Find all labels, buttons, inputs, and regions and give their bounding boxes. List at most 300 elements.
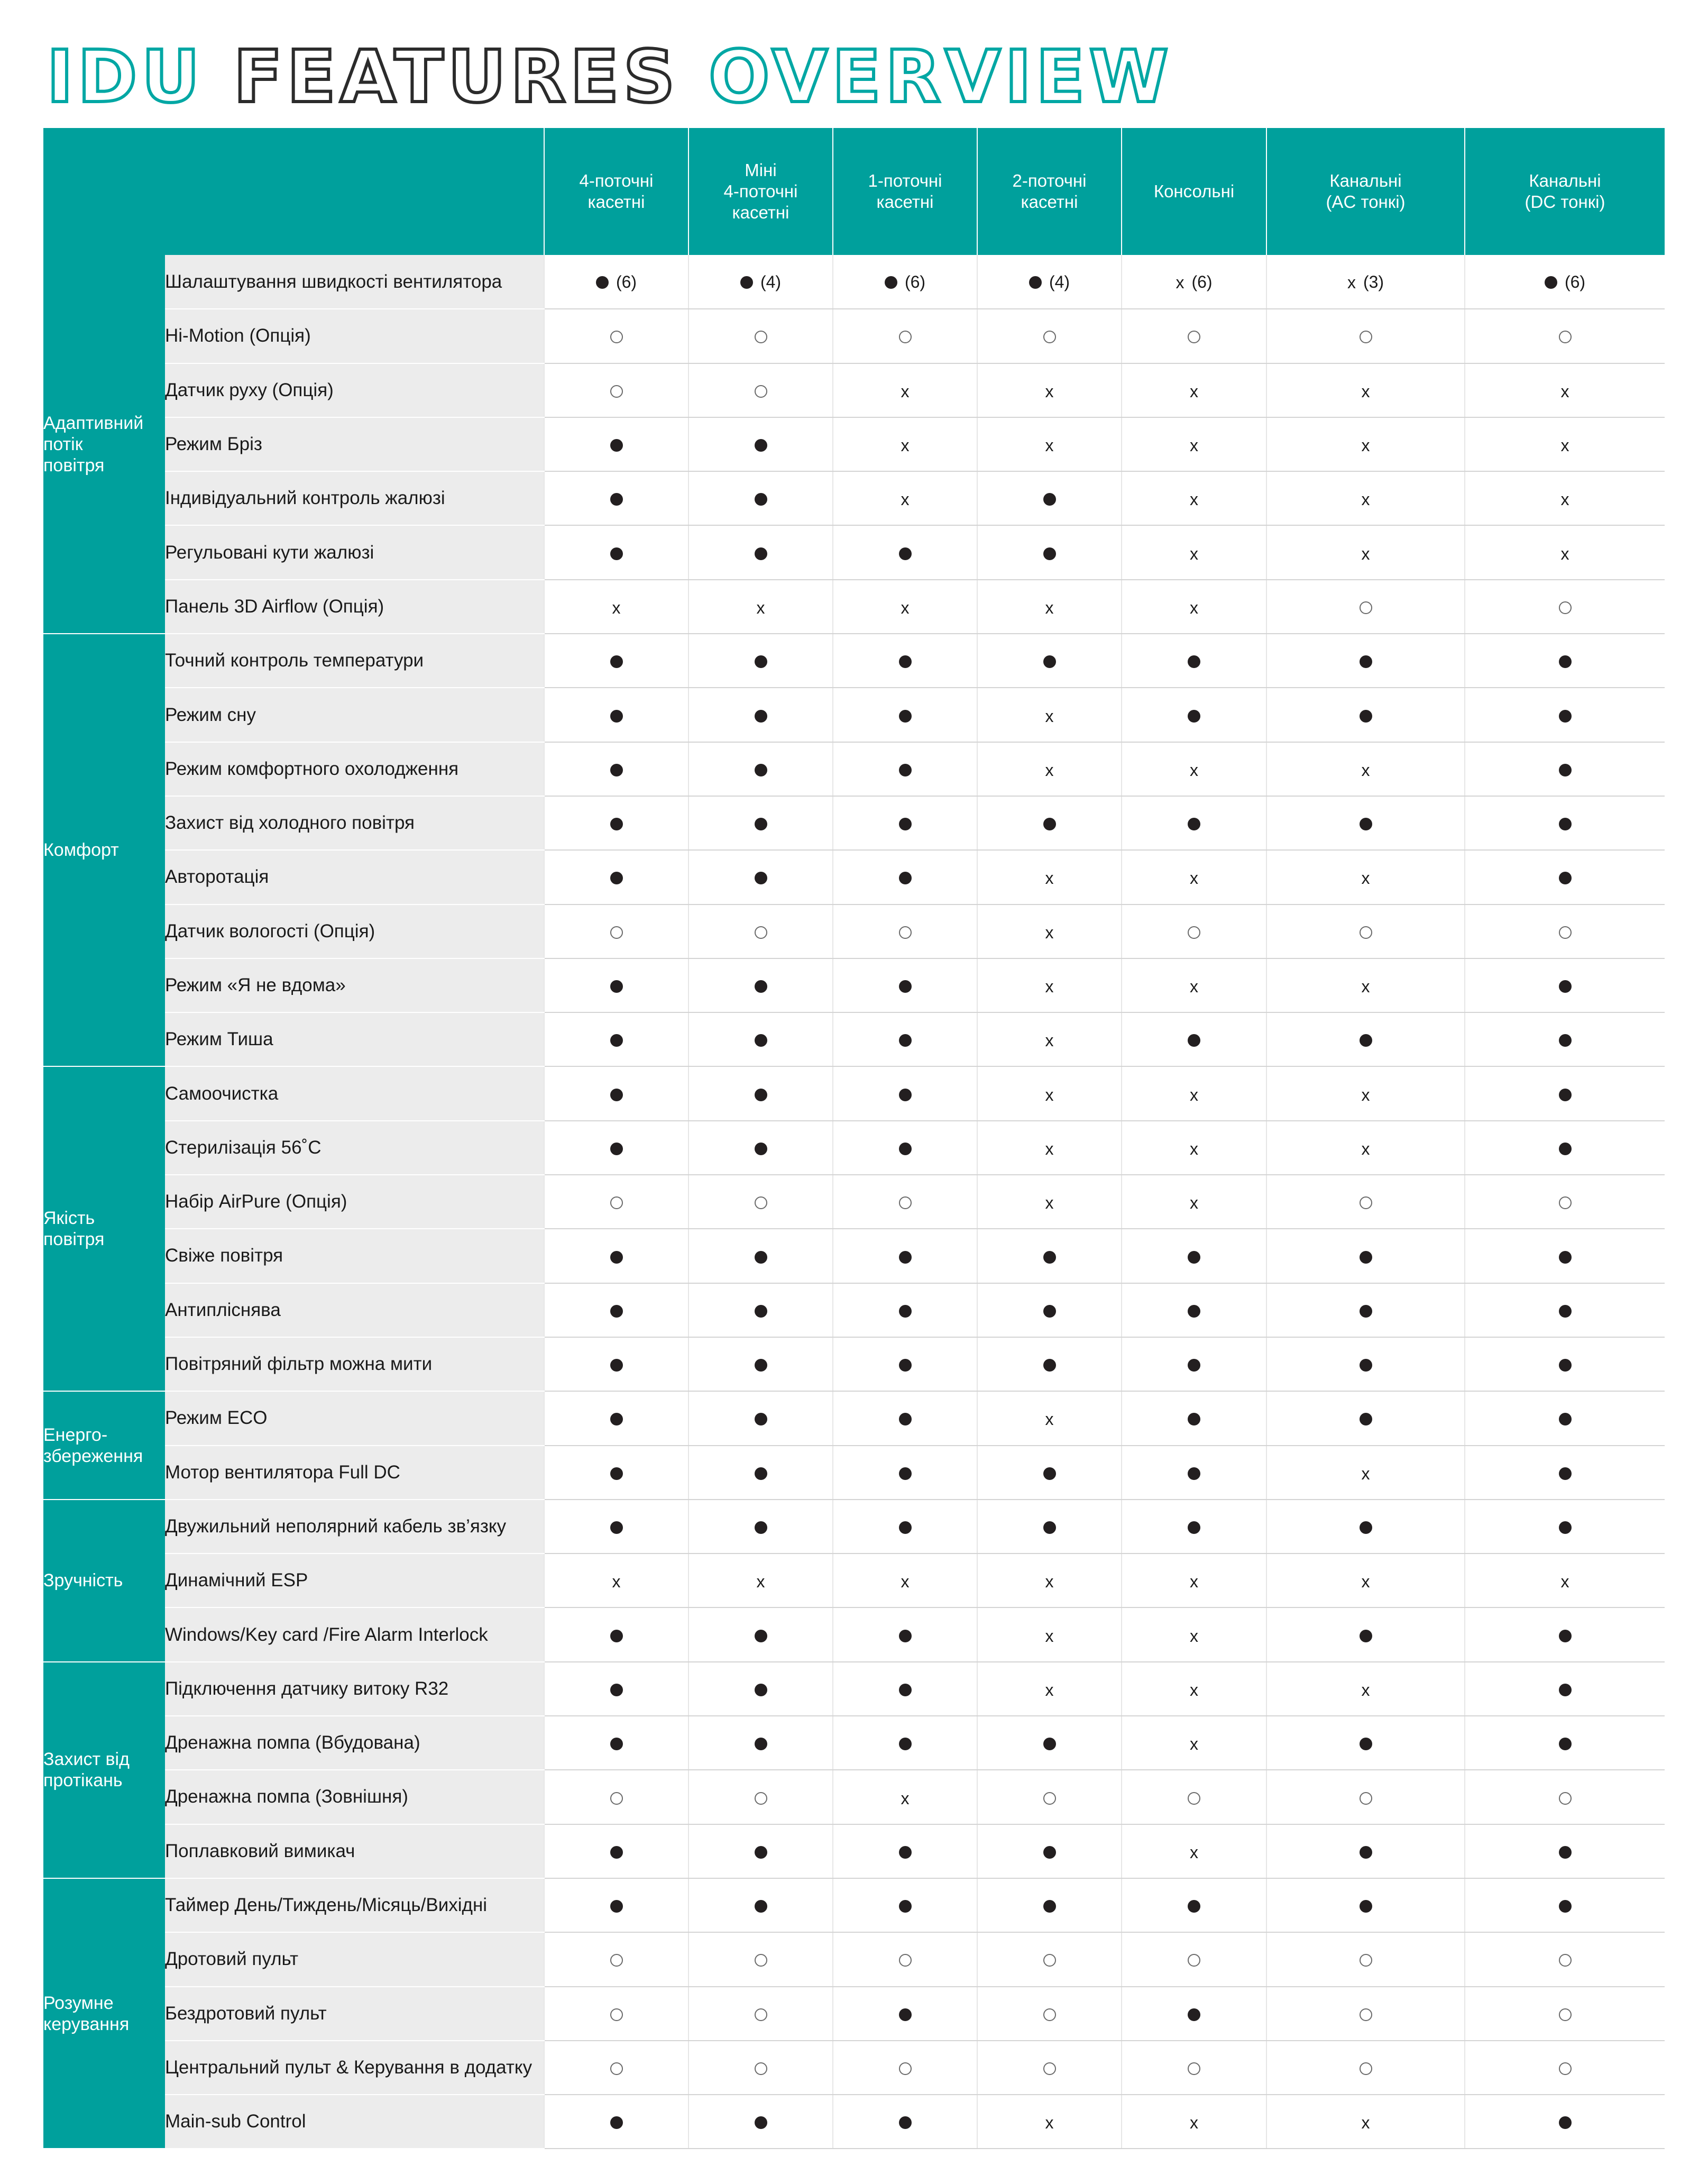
cross-icon: x: [1045, 2113, 1054, 2133]
value-cell: [1122, 525, 1266, 579]
value-cell: [833, 417, 977, 471]
filled-dot-icon: [610, 1900, 623, 1913]
value-cell: [833, 688, 977, 742]
value-cell: [544, 1012, 688, 1066]
filled-dot-icon: [1188, 1359, 1200, 1372]
cross-icon: x: [1045, 1410, 1054, 1429]
filled-dot-icon: [610, 1738, 623, 1750]
filled-dot-icon: [755, 655, 767, 668]
value-cell: [1122, 1878, 1266, 1932]
value-cell: [977, 688, 1122, 742]
value-cell: [1266, 1987, 1465, 2041]
empty-circle-icon: [1559, 1196, 1572, 1209]
filled-dot-icon: [1559, 1846, 1572, 1859]
filled-dot-icon: [899, 1630, 912, 1642]
filled-dot-icon: [1360, 818, 1372, 830]
filled-dot-icon: [596, 276, 609, 289]
value-cell: [688, 904, 833, 958]
value-cell: [688, 1229, 833, 1283]
cross-icon: x: [1361, 544, 1370, 563]
cross-icon: x: [1361, 436, 1370, 455]
cross-icon: x: [1560, 381, 1569, 401]
value-cell: [977, 1824, 1122, 1878]
column-header: 4-поточні касетні: [544, 128, 688, 255]
filled-dot-icon: [1559, 980, 1572, 993]
cross-icon: x: [1190, 1842, 1198, 1862]
filled-dot-icon: [755, 764, 767, 776]
value-cell: [544, 309, 688, 363]
value-cell: [1122, 1716, 1266, 1770]
filled-dot-icon: [755, 493, 767, 506]
table-row: [43, 1662, 1665, 1716]
filled-dot-icon: [899, 1738, 912, 1750]
table-row: [43, 1283, 1665, 1337]
value-cell: [1122, 2095, 1266, 2149]
value-cell: [833, 1283, 977, 1337]
value-cell: [833, 1878, 977, 1932]
filled-dot-icon: [899, 547, 912, 560]
cross-icon: x: [1361, 1085, 1370, 1104]
value-cell: [1122, 1391, 1266, 1445]
filled-dot-icon: [740, 276, 753, 289]
filled-dot-icon: [1559, 710, 1572, 723]
value-cell: [977, 1770, 1122, 1824]
value-cell: [1266, 688, 1465, 742]
value-cell: [688, 688, 833, 742]
value-cell: [688, 580, 833, 634]
filled-dot-icon: [1559, 764, 1572, 776]
value-cell: [1465, 958, 1665, 1012]
value-cell: [544, 1607, 688, 1661]
value-cell: [688, 255, 833, 309]
table-row: [43, 1932, 1665, 1986]
category-label: Адаптивний потік повітря: [43, 255, 165, 634]
value-cell: [1465, 1987, 1665, 2041]
filled-dot-icon: [899, 1846, 912, 1859]
feature-label: Регульовані кути жалюзі: [165, 525, 544, 579]
cross-icon: x: [1045, 381, 1054, 401]
value-cell: [1465, 904, 1665, 958]
empty-circle-icon: [1188, 2062, 1200, 2075]
value-cell: [1266, 1066, 1465, 1120]
value-cell: [977, 1175, 1122, 1229]
value-cell: [977, 1662, 1122, 1716]
filled-dot-icon: [1043, 655, 1056, 668]
filled-dot-icon: [1188, 1251, 1200, 1264]
category-label: Зручність: [43, 1500, 165, 1662]
filled-dot-icon: [610, 1143, 623, 1155]
value-cell: [1465, 1662, 1665, 1716]
value-cell: [977, 1554, 1122, 1607]
value-cell: [977, 1283, 1122, 1337]
value-cell: [977, 2095, 1122, 2149]
filled-dot-icon: [610, 980, 623, 993]
value-cell: [1122, 1283, 1266, 1337]
category-label: Якість повітря: [43, 1066, 165, 1391]
value-cell: [544, 2041, 688, 2095]
cross-icon: x: [756, 598, 765, 617]
cross-icon: x: [1361, 2113, 1370, 2133]
filled-dot-icon: [755, 1684, 767, 1696]
feature-label: Стерилізація 56˚C: [165, 1121, 544, 1175]
value-cell: [1465, 1716, 1665, 1770]
table-row: [43, 1012, 1665, 1066]
value-cell: [977, 1932, 1122, 1986]
value-cell: [1266, 1716, 1465, 1770]
value-cell: [688, 1716, 833, 1770]
filled-dot-icon: [610, 547, 623, 560]
value-cell: [833, 1337, 977, 1391]
cross-icon: x: [1560, 490, 1569, 509]
filled-dot-icon: [899, 980, 912, 993]
value-cell: [688, 1175, 833, 1229]
filled-dot-icon: [885, 276, 897, 289]
filled-dot-icon: [1559, 1521, 1572, 1534]
value-cell: [1465, 471, 1665, 525]
value-cell: [1266, 1932, 1465, 1986]
value-cell: [688, 634, 833, 688]
header-row: [43, 128, 1665, 255]
table-row: [43, 2041, 1665, 2095]
table-row: [43, 1987, 1665, 2041]
empty-circle-icon: [1043, 331, 1056, 343]
filled-dot-icon: [899, 818, 912, 830]
empty-circle-icon: [610, 2062, 623, 2075]
filled-dot-icon: [610, 1034, 623, 1047]
cross-icon: x: [1190, 598, 1198, 617]
filled-dot-icon: [899, 1684, 912, 1696]
cross-icon: x: [901, 381, 910, 401]
feature-label: Повітряний фільтр можна мити: [165, 1337, 544, 1391]
speed-count: (4): [760, 272, 782, 292]
table-row: [43, 1446, 1665, 1500]
empty-circle-icon: [1043, 2008, 1056, 2021]
feature-label: Дренажна помпа (Зовнішня): [165, 1770, 544, 1824]
filled-dot-icon: [610, 2116, 623, 2129]
value-cell: [688, 1391, 833, 1445]
filled-dot-icon: [610, 493, 623, 506]
table-row: [43, 525, 1665, 579]
table-row: [43, 1121, 1665, 1175]
value-cell: [544, 525, 688, 579]
filled-dot-icon: [899, 1305, 912, 1318]
empty-circle-icon: [755, 1792, 767, 1805]
value-cell: [833, 580, 977, 634]
value-cell: [833, 1446, 977, 1500]
value-cell: [977, 580, 1122, 634]
value-cell: [1122, 634, 1266, 688]
category-label: Енерго- збереження: [43, 1391, 165, 1500]
cross-icon: x: [1045, 869, 1054, 888]
empty-circle-icon: [755, 1954, 767, 1967]
value-cell: [977, 1012, 1122, 1066]
empty-circle-icon: [755, 385, 767, 398]
filled-dot-icon: [610, 1089, 623, 1101]
value-cell: [1122, 742, 1266, 796]
table-row: [43, 634, 1665, 688]
value-cell: [1122, 1770, 1266, 1824]
value-cell: [544, 1446, 688, 1500]
cross-icon: x: [612, 598, 621, 617]
empty-circle-icon: [1188, 926, 1200, 939]
table-row: [43, 688, 1665, 742]
filled-dot-icon: [1188, 1034, 1200, 1047]
value-cell: [544, 1878, 688, 1932]
value-cell: [833, 1987, 977, 2041]
filled-dot-icon: [755, 980, 767, 993]
value-cell: [833, 1932, 977, 1986]
value-cell: [544, 1229, 688, 1283]
value-cell: [1465, 1607, 1665, 1661]
value-cell: [833, 850, 977, 904]
table-row: [43, 850, 1665, 904]
table-row: [43, 796, 1665, 850]
filled-dot-icon: [1559, 818, 1572, 830]
filled-dot-icon: [610, 1467, 623, 1480]
value-cell: [688, 2095, 833, 2149]
feature-label: Режим сну: [165, 688, 544, 742]
value-cell: [1266, 1283, 1465, 1337]
feature-label: Дротовий пульт: [165, 1932, 544, 1986]
value-cell: [833, 1554, 977, 1607]
empty-circle-icon: [1360, 926, 1372, 939]
value-cell: [977, 1987, 1122, 2041]
value-cell: [833, 904, 977, 958]
value-cell: [1465, 850, 1665, 904]
table-row: [43, 309, 1665, 363]
value-cell: [1465, 1878, 1665, 1932]
empty-circle-icon: [1559, 2008, 1572, 2021]
cross-icon: x: [901, 490, 910, 509]
value-cell: [1122, 904, 1266, 958]
feature-label: Дренажна помпа (Вбудована): [165, 1716, 544, 1770]
value-cell: [1465, 1283, 1665, 1337]
filled-dot-icon: [755, 710, 767, 723]
value-cell: [1122, 255, 1266, 309]
cross-icon: x: [612, 1572, 621, 1592]
empty-circle-icon: [1043, 1792, 1056, 1805]
feature-label: Режим Тиша: [165, 1012, 544, 1066]
empty-circle-icon: [755, 2062, 767, 2075]
filled-dot-icon: [899, 655, 912, 668]
filled-dot-icon: [1559, 872, 1572, 884]
speed-count: (6): [904, 272, 926, 292]
table-row: [43, 417, 1665, 471]
filled-dot-icon: [1360, 1413, 1372, 1425]
filled-dot-icon: [1559, 1630, 1572, 1642]
value-cell: [1266, 1662, 1465, 1716]
value-cell: [544, 255, 688, 309]
value-cell: [977, 363, 1122, 417]
filled-dot-icon: [755, 1900, 767, 1913]
feature-label: Windows/Key card /Fire Alarm Interlock: [165, 1607, 544, 1661]
value-cell: [1266, 1770, 1465, 1824]
table-row: [43, 580, 1665, 634]
title-word-idu: IDU: [47, 35, 204, 119]
filled-dot-icon: [899, 1467, 912, 1480]
cross-icon: x: [1045, 1139, 1054, 1158]
empty-circle-icon: [1360, 2008, 1372, 2021]
value-cell: [688, 742, 833, 796]
filled-dot-icon: [755, 439, 767, 452]
value-cell: [977, 417, 1122, 471]
value-cell: [1266, 1175, 1465, 1229]
filled-dot-icon: [610, 1251, 623, 1264]
value-cell: [1465, 1066, 1665, 1120]
value-cell: [688, 1446, 833, 1500]
value-cell: [1122, 1607, 1266, 1661]
empty-circle-icon: [755, 331, 767, 343]
value-cell: [688, 958, 833, 1012]
cross-icon: x: [1190, 1734, 1198, 1754]
cross-icon: x: [1361, 381, 1370, 401]
filled-dot-icon: [1360, 1630, 1372, 1642]
value-cell: [544, 1391, 688, 1445]
empty-circle-icon: [1559, 1792, 1572, 1805]
value-cell: [1465, 363, 1665, 417]
value-cell: [544, 417, 688, 471]
value-cell: [1122, 1337, 1266, 1391]
value-cell: [977, 471, 1122, 525]
value-cell: [544, 580, 688, 634]
value-cell: [544, 2095, 688, 2149]
value-cell: [1266, 1878, 1465, 1932]
value-cell: [1266, 1824, 1465, 1878]
empty-circle-icon: [1360, 2062, 1372, 2075]
value-cell: [833, 255, 977, 309]
empty-circle-icon: [899, 1196, 912, 1209]
filled-dot-icon: [610, 872, 623, 884]
value-cell: [977, 1229, 1122, 1283]
cross-icon: x: [1045, 598, 1054, 617]
filled-dot-icon: [1043, 1359, 1056, 1372]
features-table: [43, 128, 1665, 2149]
filled-dot-icon: [1360, 1251, 1372, 1264]
header-blank-cell: [43, 128, 544, 255]
filled-dot-icon: [610, 1846, 623, 1859]
value-cell: [1122, 471, 1266, 525]
value-cell: [1122, 850, 1266, 904]
cross-icon: x: [1045, 760, 1054, 780]
feature-label: Двужильний неполярний кабель зв’язку: [165, 1500, 544, 1554]
value-cell: [1465, 1391, 1665, 1445]
filled-dot-icon: [755, 2116, 767, 2129]
filled-dot-icon: [899, 2116, 912, 2129]
table-row: [43, 904, 1665, 958]
cross-icon: x: [1190, 381, 1198, 401]
value-cell: [977, 634, 1122, 688]
value-cell: [977, 1337, 1122, 1391]
value-cell: [544, 904, 688, 958]
cross-icon: x: [1361, 869, 1370, 888]
value-cell: [688, 1932, 833, 1986]
speed-count: (3): [1363, 272, 1384, 292]
filled-dot-icon: [1559, 1900, 1572, 1913]
value-cell: [1465, 796, 1665, 850]
value-cell: [544, 363, 688, 417]
cross-icon: x: [1045, 1193, 1054, 1213]
value-cell: [977, 958, 1122, 1012]
value-cell: [833, 1391, 977, 1445]
value-cell: [544, 796, 688, 850]
filled-dot-icon: [755, 1034, 767, 1047]
value-cell: [833, 2095, 977, 2149]
filled-dot-icon: [1043, 1900, 1056, 1913]
empty-circle-icon: [755, 926, 767, 939]
value-cell: [544, 1283, 688, 1337]
value-cell: [1122, 1012, 1266, 1066]
empty-circle-icon: [1559, 1954, 1572, 1967]
empty-circle-icon: [899, 1954, 912, 1967]
value-cell: [688, 1337, 833, 1391]
filled-dot-icon: [1559, 655, 1572, 668]
value-cell: [1465, 580, 1665, 634]
filled-dot-icon: [610, 710, 623, 723]
value-cell: [544, 1121, 688, 1175]
filled-dot-icon: [1188, 710, 1200, 723]
title-word-overview: OVERVIEW: [708, 35, 1173, 119]
value-cell: [544, 1770, 688, 1824]
value-cell: [977, 309, 1122, 363]
value-cell: [1465, 1337, 1665, 1391]
feature-label: Захист від холодного повітря: [165, 796, 544, 850]
value-cell: [688, 1283, 833, 1337]
value-cell: [1122, 2041, 1266, 2095]
empty-circle-icon: [1559, 926, 1572, 939]
cross-icon: x: [1560, 1572, 1569, 1592]
value-cell: [977, 1121, 1122, 1175]
value-cell: [688, 1662, 833, 1716]
value-cell: [544, 1500, 688, 1554]
value-cell: [1122, 1446, 1266, 1500]
title-word-features: FEATURES: [233, 35, 679, 119]
value-cell: [833, 1121, 977, 1175]
value-cell: [1465, 309, 1665, 363]
table-row: [43, 742, 1665, 796]
value-cell: [977, 1878, 1122, 1932]
filled-dot-icon: [755, 1467, 767, 1480]
value-cell: [833, 1175, 977, 1229]
filled-dot-icon: [1559, 1034, 1572, 1047]
table-row: [43, 1824, 1665, 1878]
table-row: [43, 1554, 1665, 1607]
cross-icon: x: [1361, 1139, 1370, 1158]
column-header: Канальні (AC тонкі): [1266, 128, 1465, 255]
filled-dot-icon: [610, 1521, 623, 1534]
value-cell: [1266, 1337, 1465, 1391]
filled-dot-icon: [1043, 1305, 1056, 1318]
value-cell: [1266, 2041, 1465, 2095]
table-row: [43, 1607, 1665, 1661]
value-cell: [544, 1175, 688, 1229]
table-row: [43, 958, 1665, 1012]
value-cell: [977, 904, 1122, 958]
cross-icon: x: [901, 436, 910, 455]
cross-icon: x: [901, 1788, 910, 1808]
value-cell: [977, 255, 1122, 309]
feature-label: Авторотація: [165, 850, 544, 904]
filled-dot-icon: [1043, 547, 1056, 560]
cross-icon: x: [1190, 2113, 1198, 2133]
filled-dot-icon: [755, 1846, 767, 1859]
value-cell: [1122, 309, 1266, 363]
value-cell: [1266, 1391, 1465, 1445]
value-cell: [1266, 742, 1465, 796]
value-cell: [977, 1500, 1122, 1554]
value-cell: [833, 1066, 977, 1120]
feature-label: Hi-Motion (Опція): [165, 309, 544, 363]
value-cell: [1465, 1554, 1665, 1607]
